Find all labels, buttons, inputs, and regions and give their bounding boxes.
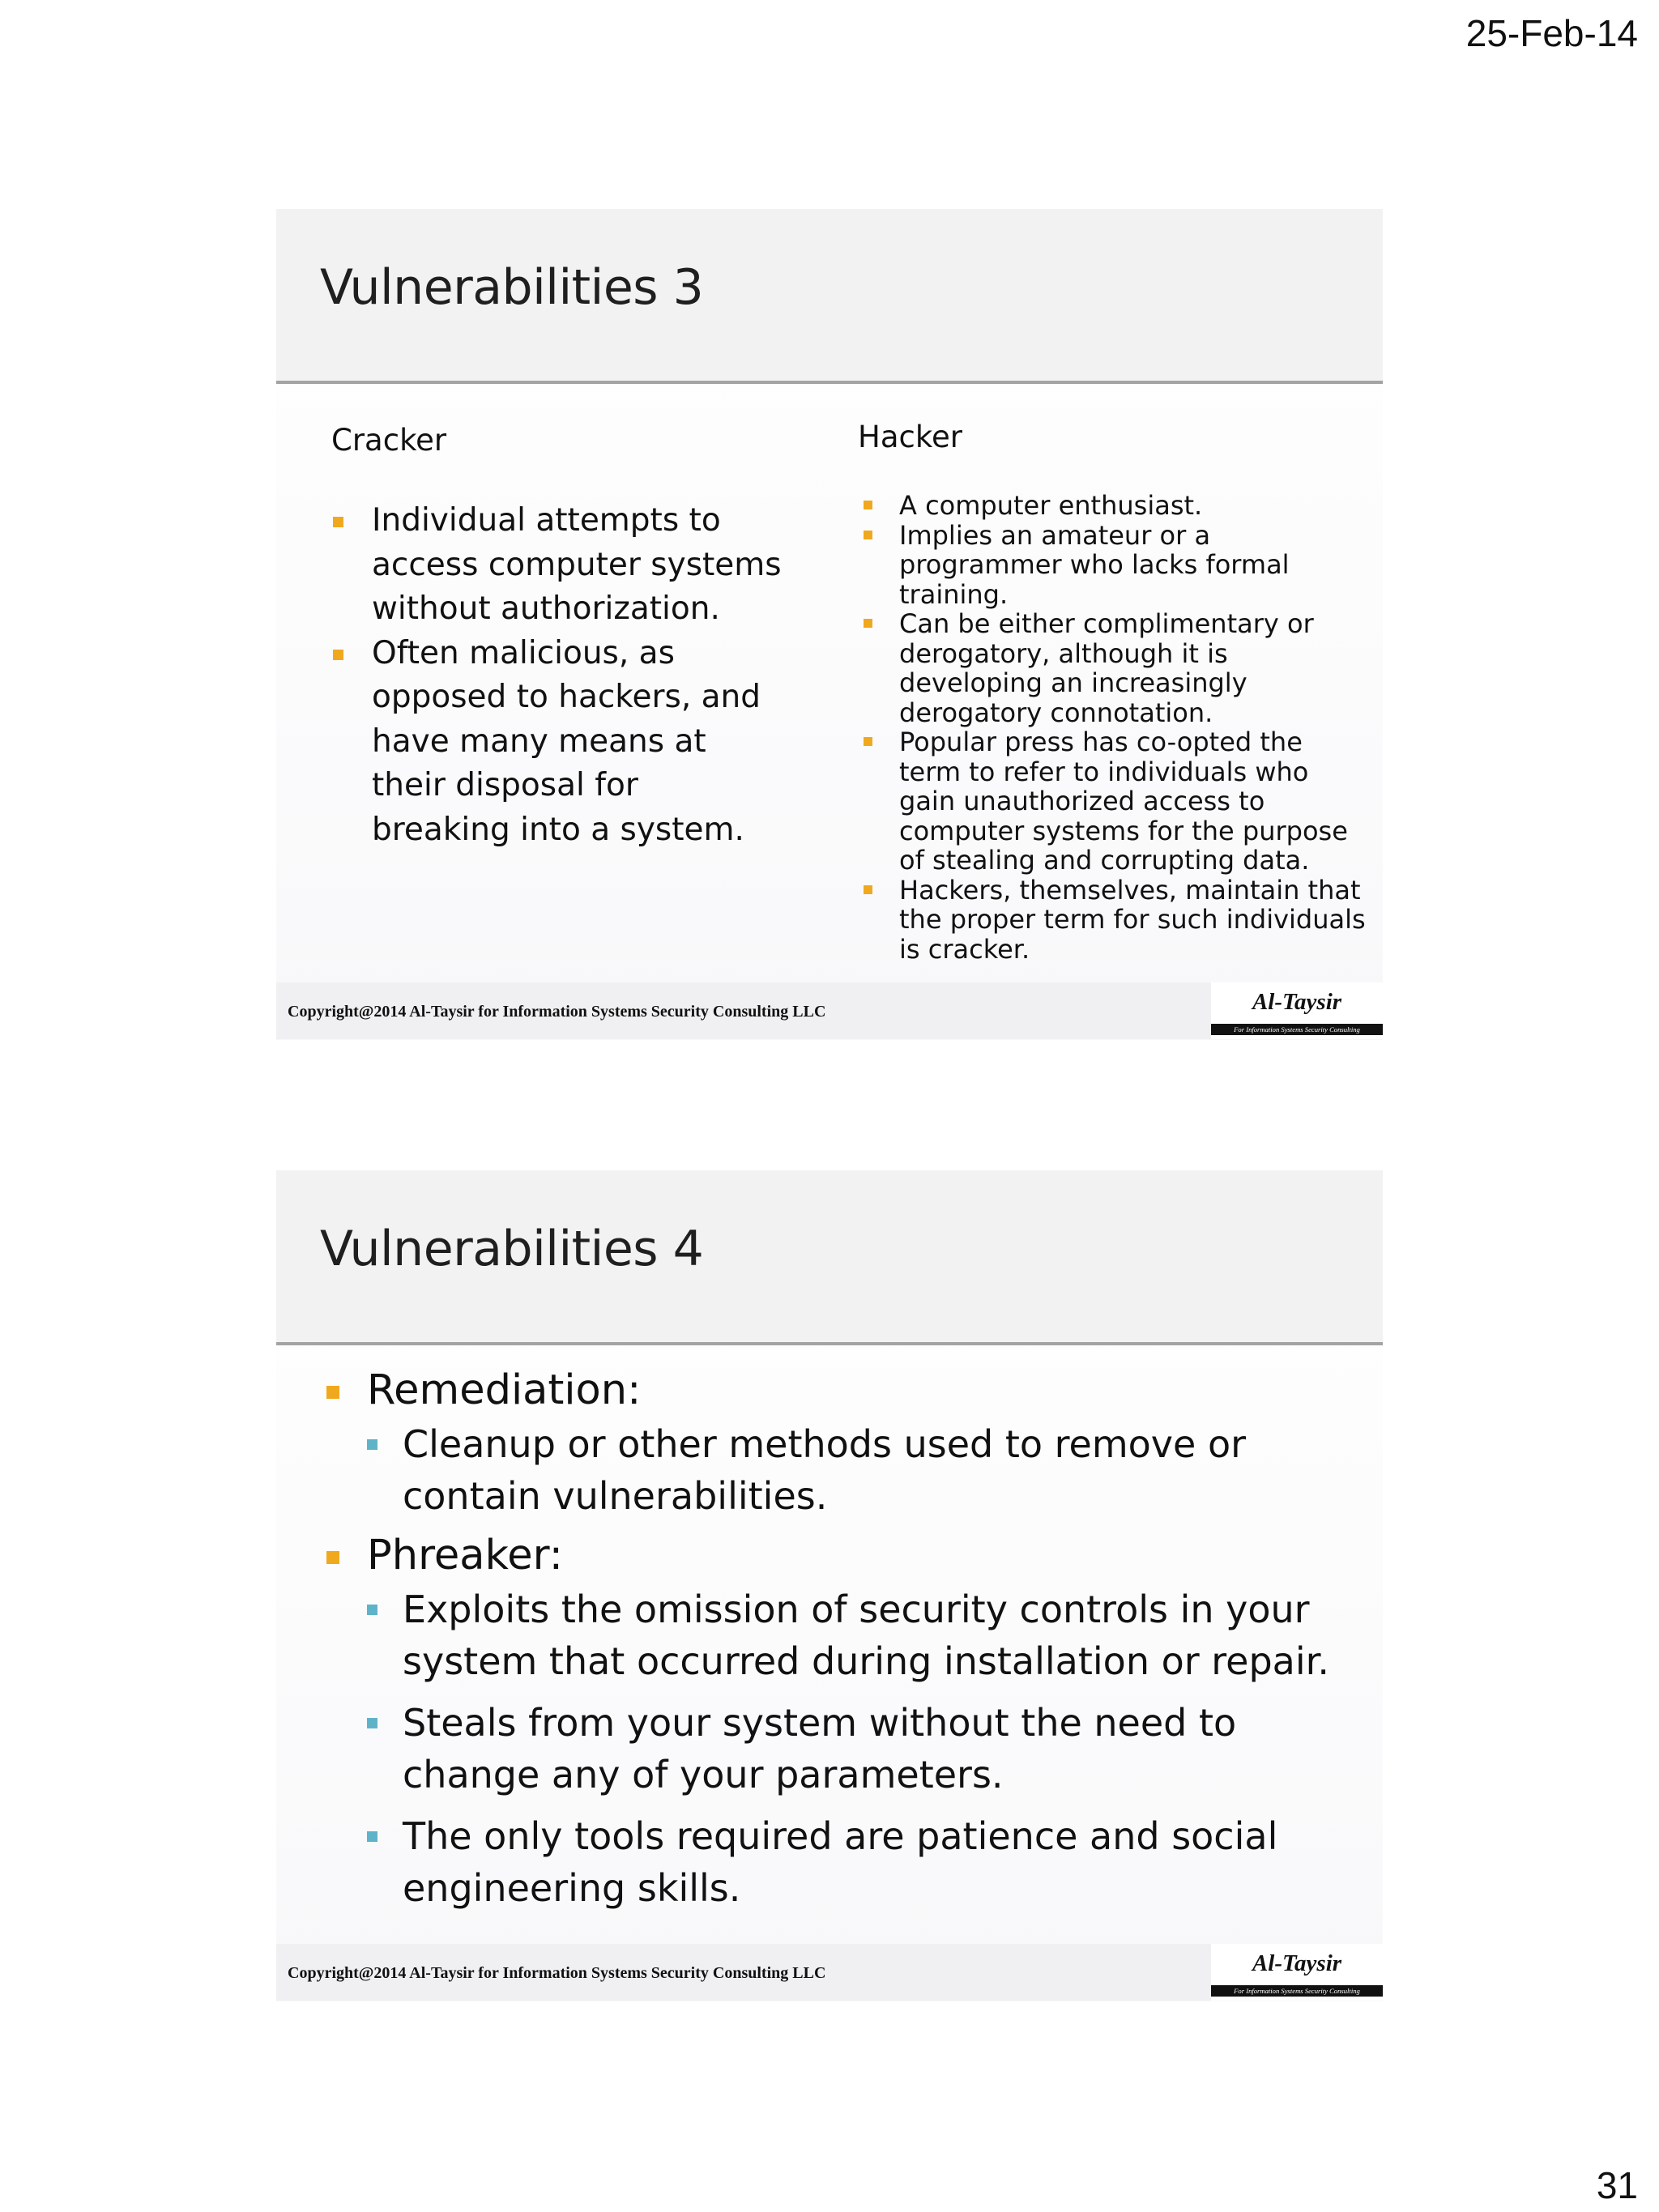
sub-bullet-icon [367, 1831, 377, 1842]
slide-vulnerabilities-4 [276, 1170, 1383, 2001]
hacker-list [860, 491, 1371, 964]
logo-text: Al-Taysir [1252, 1950, 1342, 1976]
slide-title: Vulnerabilities 3 [320, 259, 704, 316]
copyright-text: Copyright@2014 Al-Taysir for Information Systems Security Consulting LLC [288, 1003, 826, 1021]
cracker-list [331, 499, 785, 852]
page-number: 31 [1596, 2164, 1638, 2206]
logo-text: Al-Taysir [1252, 989, 1342, 1015]
sub-list-item: Exploits the omission of security controls in your system that occurred during installation or repair. [367, 1583, 1380, 1687]
term-phreaker: Phreaker: [367, 1532, 563, 1579]
definition-list [326, 1366, 1380, 1924]
sub-list-item: Cleanup or other methods used to remove or contain vulnerabilities. [367, 1418, 1380, 1522]
column-heading-cracker: Cracker [331, 423, 447, 458]
sub-list-item: Steals from your system without the need to change any of your parameters. [367, 1697, 1380, 1801]
list-item: A computer enthusiast. [860, 491, 1371, 521]
sub-list [367, 1418, 1380, 1522]
bullet-icon [326, 1551, 339, 1564]
title-divider [276, 381, 1383, 384]
al-taysir-logo [1211, 982, 1383, 1039]
slide-footer [276, 982, 1383, 1039]
sub-bullet-icon [367, 1605, 377, 1615]
list-item: Can be either complimentary or derogatory, although it is developing an increasingly derogatory connotation. [860, 609, 1371, 727]
logo-tagline: For Information Systems Security Consulting [1211, 1985, 1383, 1997]
bullet-icon [864, 531, 872, 539]
list-item [326, 1532, 1380, 1914]
sub-list [367, 1583, 1380, 1914]
copyright-text: Copyright@2014 Al-Taysir for Information Systems Security Consulting LLC [288, 1964, 826, 1982]
sub-list-item: The only tools required are patience and social engineering skills. [367, 1810, 1380, 1914]
bullet-icon [333, 650, 343, 660]
title-bar [276, 209, 1383, 381]
bullet-icon [333, 517, 343, 527]
column-heading-hacker: Hacker [858, 420, 962, 454]
logo-tagline: For Information Systems Security Consulting [1211, 1024, 1383, 1035]
al-taysir-logo [1211, 1944, 1383, 2001]
bullet-icon [864, 619, 872, 628]
list-item: Often malicious, as opposed to hackers, and have many means at their disposal for breaking into a system. [331, 632, 785, 853]
sub-bullet-icon [367, 1718, 377, 1728]
list-item: Hackers, themselves, maintain that the proper term for such individuals is cracker. [860, 876, 1371, 965]
title-bar [276, 1170, 1383, 1342]
slide-title: Vulnerabilities 4 [320, 1221, 704, 1277]
slide-footer [276, 1944, 1383, 2001]
sub-bullet-icon [367, 1439, 377, 1450]
list-item [326, 1366, 1380, 1522]
slide-vulnerabilities-3 [276, 209, 1383, 1040]
term-remediation: Remediation: [367, 1366, 642, 1414]
bullet-icon [864, 501, 872, 509]
bullet-icon [864, 737, 872, 746]
list-item: Individual attempts to access computer systems without authorization. [331, 499, 785, 632]
bullet-icon [326, 1386, 339, 1399]
page-date: 25-Feb-14 [1465, 12, 1638, 54]
list-item: Popular press has co-opted the term to refer to individuals who gain unauthorized access to computer systems for the purpose of stealing and corrupting data. [860, 727, 1371, 876]
title-divider [276, 1342, 1383, 1345]
bullet-icon [864, 885, 872, 894]
list-item: Implies an amateur or a programmer who lacks formal training. [860, 521, 1371, 610]
